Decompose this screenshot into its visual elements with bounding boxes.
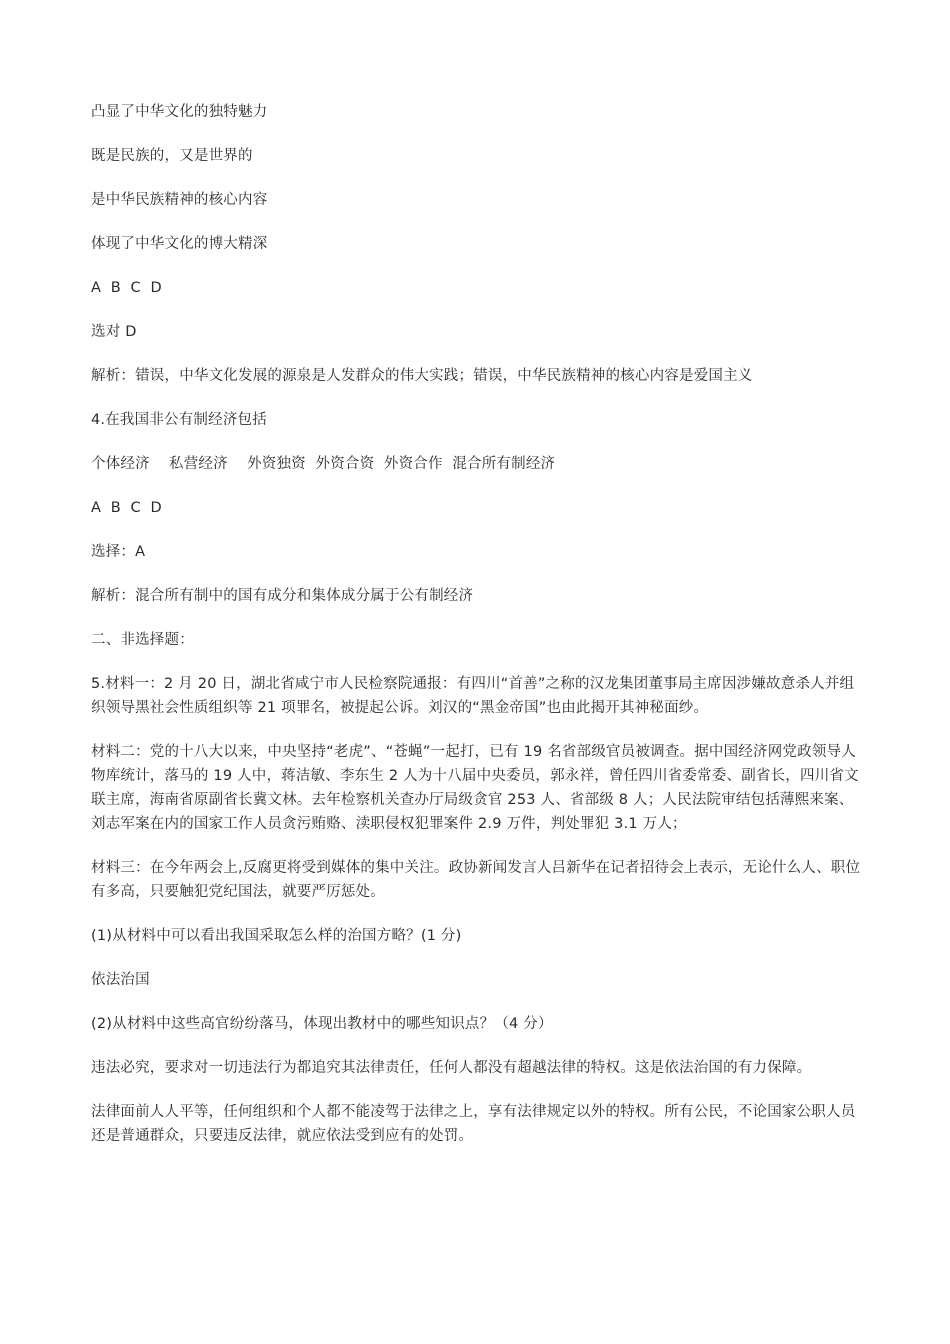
option-line-1: 凸显了中华文化的独特魅力 (91, 104, 268, 120)
answer-q3: 选对 D (91, 324, 137, 340)
option-line-4: 体现了中华文化的博大精深 (91, 236, 268, 252)
option-line-2: 既是民族的，又是世界的 (91, 148, 253, 164)
document-content (91, 100, 861, 1168)
explanation-q3: 解析：错误，中华文化发展的源泉是人发群众的伟大实践；错误，中华民族精神的核心内容是爱国主义 (91, 368, 753, 384)
sub-question-1: (1)从材料中可以看出我国采取怎么样的治国方略？(1 分) (91, 928, 462, 944)
sub-answer-1: 依法治国 (91, 972, 150, 988)
explanation-q4: 解析：混合所有制中的国有成分和集体成分属于公有制经济 (91, 588, 474, 604)
sub-answer-2-part-2: 法律面前人人平等，任何组织和个人都不能凌驾于法律之上，享有法律规定以外的特权。所有公民，不论国家公职人员还是普通群众，只要违反法律，就应依法受到应有的处罚。 (91, 1104, 856, 1144)
sub-answer-2-part-1: 违法必究，要求对一切违法行为都追究其法律责任，任何人都没有超越法律的特权。这是依法治国的有力保障。 (91, 1060, 812, 1076)
material-2: 材料二：党的十八大以来，中央坚持“老虎”、“苍蝇”一起打，已有 19 名省部级官员被调查。据中国经济网党政领导人物库统计，落马的 19 人中，蒋洁敏、李东生 2 人为十八届中央委员，郭永祥，曾任四川省委常委、副省长，四川省文联主席，海南省原副省长冀文林。去年检察机关查办厅局级贪官 253 人、省部级 8 人；人民法院审结包括薄熙来案、刘志军案在内的国家工作人员贪污贿赂、渎职侵权犯罪案件 2.9 万件，判处罪犯 3.1 万人； (91, 744, 859, 832)
question-4-options: 个体经济 私营经济 外资独资 外资合资 外资合作 混合所有制经济 (91, 456, 556, 472)
question-4: 4.在我国非公有制经济包括 (91, 412, 267, 428)
answer-choices-q3: A B C D (91, 280, 162, 296)
material-1: 5.材料一：2 月 20 日，湖北省咸宁市人民检察院通报：有四川“首善”之称的汉龙集团董事局主席因涉嫌故意杀人并组织领导黑社会性质组织等 21 项罪名，被提起公诉。刘汉的“黑金帝国”也由此揭开其神秘面纱。 (91, 676, 855, 716)
answer-choices-q4: A B C D (91, 500, 162, 516)
sub-question-2: (2)从材料中这些高官纷纷落马，体现出教材中的哪些知识点？（4 分） (91, 1016, 553, 1032)
material-3: 材料三：在今年两会上,反腐更将受到媒体的集中关注。政协新闻发言人吕新华在记者招待会上表示，无论什么人、职位有多高，只要触犯党纪国法，就要严厉惩处。 (91, 860, 861, 900)
option-line-3: 是中华民族精神的核心内容 (91, 192, 268, 208)
answer-q4: 选择：A (91, 544, 146, 560)
section-heading-non-choice: 二、非选择题： (91, 632, 194, 648)
